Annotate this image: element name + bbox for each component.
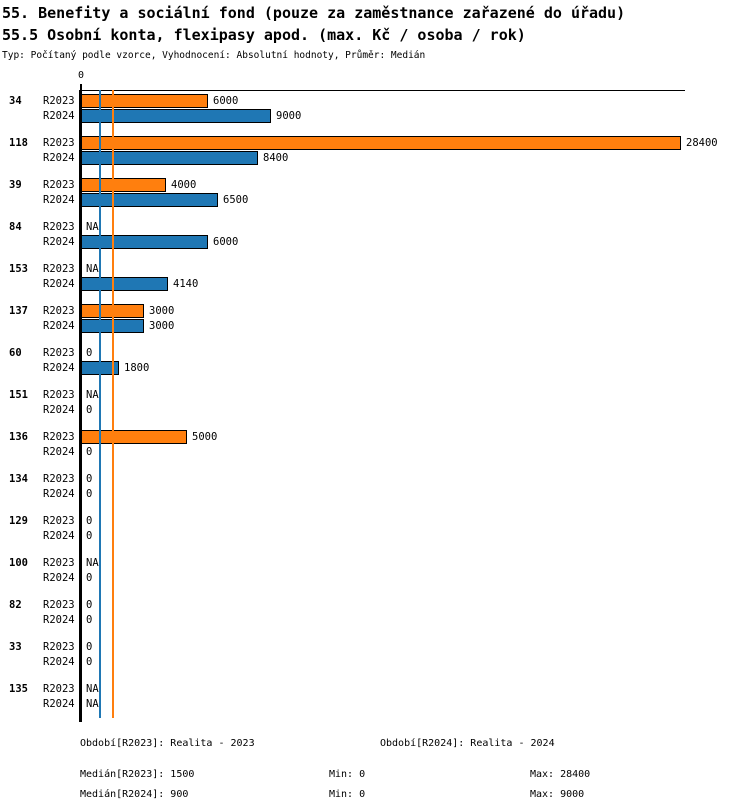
value-label-r2023: 4000 xyxy=(171,179,197,191)
value-label-r2024: 8400 xyxy=(263,152,289,164)
group-label: 39 xyxy=(9,179,22,191)
bar-r2024 xyxy=(81,109,271,123)
series-label-r2023: R2023 xyxy=(43,515,75,527)
group-label: 151 xyxy=(9,389,28,401)
legend-median-r2024: Medián[R2024]: 900 xyxy=(80,789,189,800)
value-label-r2023: NA xyxy=(86,557,99,569)
bar-r2023 xyxy=(81,178,166,192)
group-label: 129 xyxy=(9,515,28,527)
value-label-r2024: 4140 xyxy=(173,278,199,290)
legend-period-r2023: Období[R2023]: Realita - 2023 xyxy=(80,738,255,749)
value-label-r2023: 0 xyxy=(86,473,93,485)
group-label: 153 xyxy=(9,263,28,275)
series-label-r2024: R2024 xyxy=(43,194,75,206)
series-label-r2024: R2024 xyxy=(43,446,75,458)
group-label: 33 xyxy=(9,641,22,653)
series-label-r2023: R2023 xyxy=(43,95,75,107)
series-label-r2024: R2024 xyxy=(43,488,75,500)
group-label: 136 xyxy=(9,431,28,443)
median-line-r2023 xyxy=(112,90,114,718)
group-label: 82 xyxy=(9,599,22,611)
series-label-r2024: R2024 xyxy=(43,236,75,248)
value-label-r2024: 9000 xyxy=(276,110,302,122)
bar-r2023 xyxy=(81,136,681,150)
series-label-r2023: R2023 xyxy=(43,263,75,275)
series-label-r2024: R2024 xyxy=(43,698,75,710)
value-label-r2024: NA xyxy=(86,698,99,710)
value-label-r2024: 6500 xyxy=(223,194,249,206)
series-label-r2024: R2024 xyxy=(43,152,75,164)
page-title-line2: 55.5 Osobní konta, flexipasy apod. (max. Kč / osoba / rok) xyxy=(2,26,526,44)
series-label-r2023: R2023 xyxy=(43,389,75,401)
bar-r2024 xyxy=(81,277,168,291)
value-label-r2024: 0 xyxy=(86,530,93,542)
group-label: 34 xyxy=(9,95,22,107)
value-label-r2023: 3000 xyxy=(149,305,175,317)
group-label: 118 xyxy=(9,137,28,149)
legend-period-r2024: Období[R2024]: Realita - 2024 xyxy=(380,738,555,749)
value-label-r2023: 0 xyxy=(86,641,93,653)
bar-r2024 xyxy=(81,151,258,165)
value-label-r2023: NA xyxy=(86,263,99,275)
series-label-r2023: R2023 xyxy=(43,305,75,317)
group-label: 84 xyxy=(9,221,22,233)
value-label-r2023: 0 xyxy=(86,515,93,527)
series-label-r2024: R2024 xyxy=(43,404,75,416)
value-label-r2024: 0 xyxy=(86,572,93,584)
value-label-r2023: 6000 xyxy=(213,95,239,107)
series-label-r2023: R2023 xyxy=(43,347,75,359)
page-title-line1: 55. Benefity a sociální fond (pouze za zaměstnance zařazené do úřadu) xyxy=(2,4,626,22)
group-label: 60 xyxy=(9,347,22,359)
value-label-r2023: 28400 xyxy=(686,137,718,149)
value-label-r2023: 0 xyxy=(86,599,93,611)
value-label-r2024: 3000 xyxy=(149,320,175,332)
series-label-r2023: R2023 xyxy=(43,137,75,149)
median-line-r2024 xyxy=(99,90,101,718)
legend-min-r2024: Min: 0 xyxy=(329,789,366,800)
series-label-r2023: R2023 xyxy=(43,221,75,233)
legend-max-r2024: Max: 9000 xyxy=(530,789,585,800)
value-label-r2023: NA xyxy=(86,389,99,401)
series-label-r2023: R2023 xyxy=(43,473,75,485)
value-label-r2024: 0 xyxy=(86,488,93,500)
bar-r2024 xyxy=(81,193,218,207)
legend-min-r2023: Min: 0 xyxy=(329,769,366,780)
series-label-r2023: R2023 xyxy=(43,683,75,695)
value-label-r2023: 0 xyxy=(86,347,93,359)
group-label: 134 xyxy=(9,473,28,485)
chart-subtitle: Typ: Počítaný podle vzorce, Vyhodnocení: Absolutní hodnoty, Průměr: Medián xyxy=(2,50,426,61)
series-label-r2024: R2024 xyxy=(43,278,75,290)
series-label-r2023: R2023 xyxy=(43,179,75,191)
series-label-r2024: R2024 xyxy=(43,656,75,668)
value-label-r2024: 0 xyxy=(86,446,93,458)
bar-r2023 xyxy=(81,430,187,444)
group-label: 100 xyxy=(9,557,28,569)
series-label-r2024: R2024 xyxy=(43,614,75,626)
value-label-r2023: 5000 xyxy=(192,431,218,443)
series-label-r2024: R2024 xyxy=(43,362,75,374)
series-label-r2023: R2023 xyxy=(43,599,75,611)
group-label: 137 xyxy=(9,305,28,317)
series-label-r2023: R2023 xyxy=(43,641,75,653)
series-label-r2023: R2023 xyxy=(43,431,75,443)
x-axis-line xyxy=(81,90,685,91)
series-label-r2024: R2024 xyxy=(43,320,75,332)
group-label: 135 xyxy=(9,683,28,695)
series-label-r2024: R2024 xyxy=(43,572,75,584)
value-label-r2024: 6000 xyxy=(213,236,239,248)
x-axis-zero-label: 0 xyxy=(77,70,85,81)
value-label-r2023: NA xyxy=(86,221,99,233)
value-label-r2024: 0 xyxy=(86,614,93,626)
value-label-r2024: 1800 xyxy=(124,362,150,374)
legend-max-r2023: Max: 28400 xyxy=(530,769,591,780)
value-label-r2024: 0 xyxy=(86,656,93,668)
series-label-r2024: R2024 xyxy=(43,110,75,122)
series-label-r2023: R2023 xyxy=(43,557,75,569)
value-label-r2023: NA xyxy=(86,683,99,695)
legend-median-r2023: Medián[R2023]: 1500 xyxy=(80,769,195,780)
value-label-r2024: 0 xyxy=(86,404,93,416)
series-label-r2024: R2024 xyxy=(43,530,75,542)
